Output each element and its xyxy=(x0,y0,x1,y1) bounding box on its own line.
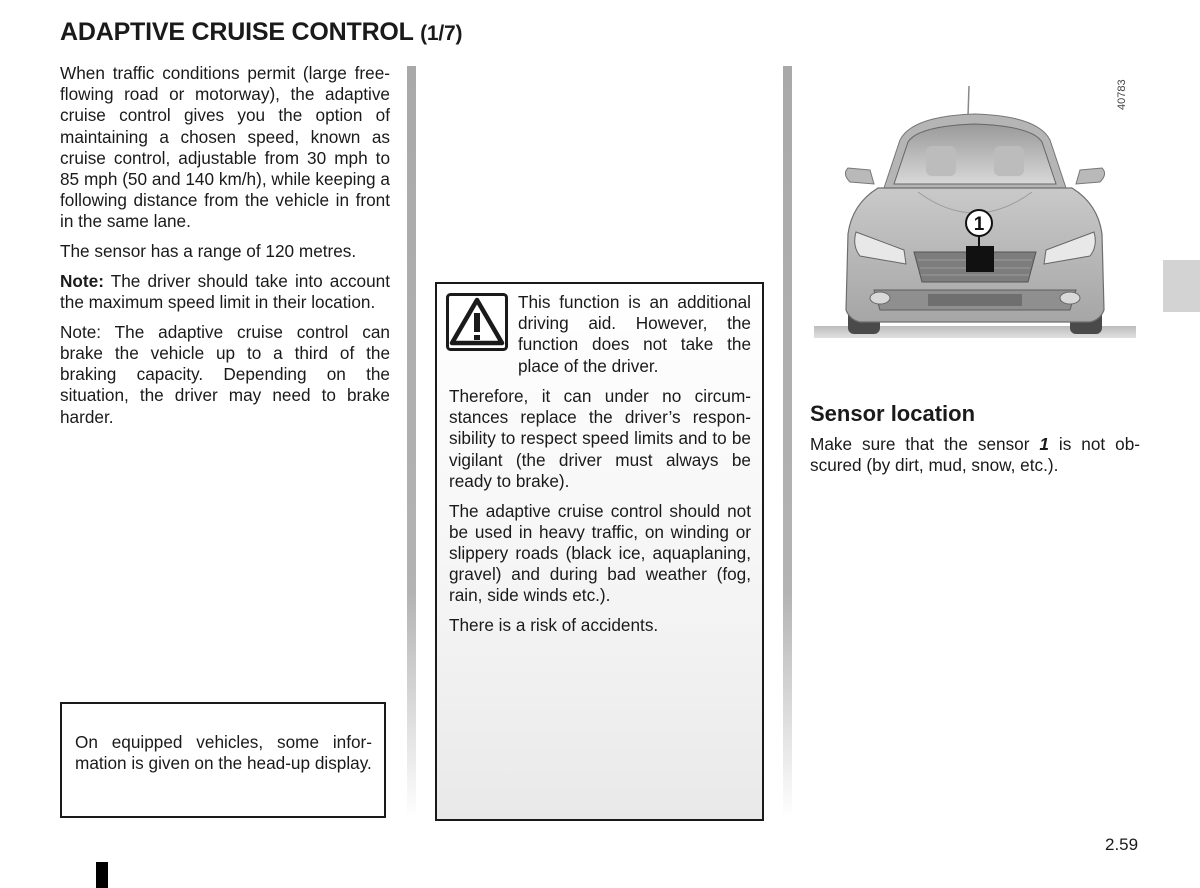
page-title xyxy=(60,18,462,47)
sensor-text-after: is not obscured (by dirt, mud, snow, etc.). xyxy=(810,434,1140,476)
figure-reference-code: 40783 xyxy=(1116,79,1128,110)
warning-paragraph: The adaptive cruise control should not be used in heavy traffic, on winding or slippery roads (black ice, aquaplaning, gravel) and during bad weather (fog, rain, side winds etc.). xyxy=(449,500,751,606)
head-up-display-info-box xyxy=(60,702,386,818)
corner-marker xyxy=(96,862,108,888)
hud-info-text: On equipped vehicles, some information is given on the head-up display. xyxy=(75,732,372,774)
car-front-illustration xyxy=(808,84,1142,344)
note-speed-limit xyxy=(60,271,390,313)
note-braking: Note: The adaptive cruise control can brake the vehicle up to a third of the braking capacity. Depending on the situation, the driver may need to brake harder. xyxy=(60,321,390,427)
column-separator-right xyxy=(783,66,792,818)
sensor-text-before: Make sure that the sensor xyxy=(810,434,1040,454)
warning-lead-text: This function is an additional driving aid. However, the function does not take the place of the driver. xyxy=(518,292,751,376)
intro-column xyxy=(60,63,390,436)
warning-paragraph: There is a risk of accidents. xyxy=(449,615,659,636)
warning-paragraph: Therefore, it can under no circumstances replace the driver’s responsibility to respect speed limits and to be vigilant (the driver must always be ready to brake). xyxy=(449,386,751,491)
sensor-location-paragraph xyxy=(810,434,1140,476)
warning-body xyxy=(449,386,751,645)
sensor-location-text xyxy=(810,434,1140,485)
page-part-indicator: (1/7) xyxy=(420,22,463,45)
callout-number-1: 1 xyxy=(973,214,985,235)
sensor-ref-number: 1 xyxy=(1039,434,1049,454)
page-title-text: ADAPTIVE CRUISE CONTROL xyxy=(60,18,414,46)
note-speed-limit-text: The driver should take into account the maximum speed limit in their location. xyxy=(60,270,390,313)
sensor-location-heading: Sensor location xyxy=(810,401,976,426)
note-label: Note: xyxy=(60,270,104,291)
section-side-tab xyxy=(1163,260,1200,312)
column-separator-left xyxy=(407,66,416,818)
sensor-range-paragraph: The sensor has a range of 120 metres. xyxy=(60,241,357,262)
page-number: 2.59 xyxy=(1105,835,1139,854)
warning-triangle-icon xyxy=(446,293,508,351)
intro-paragraph: When traffic conditions permit (large free-flowing road or motorway), the adaptive cruise control gives you the option of maintaining a chosen speed, known as cruise control, adjustable from 30 mph to 85 mph (50 and 140 km/h), while keeping a following distance from the vehicle in front in the same lane. xyxy=(60,63,390,232)
